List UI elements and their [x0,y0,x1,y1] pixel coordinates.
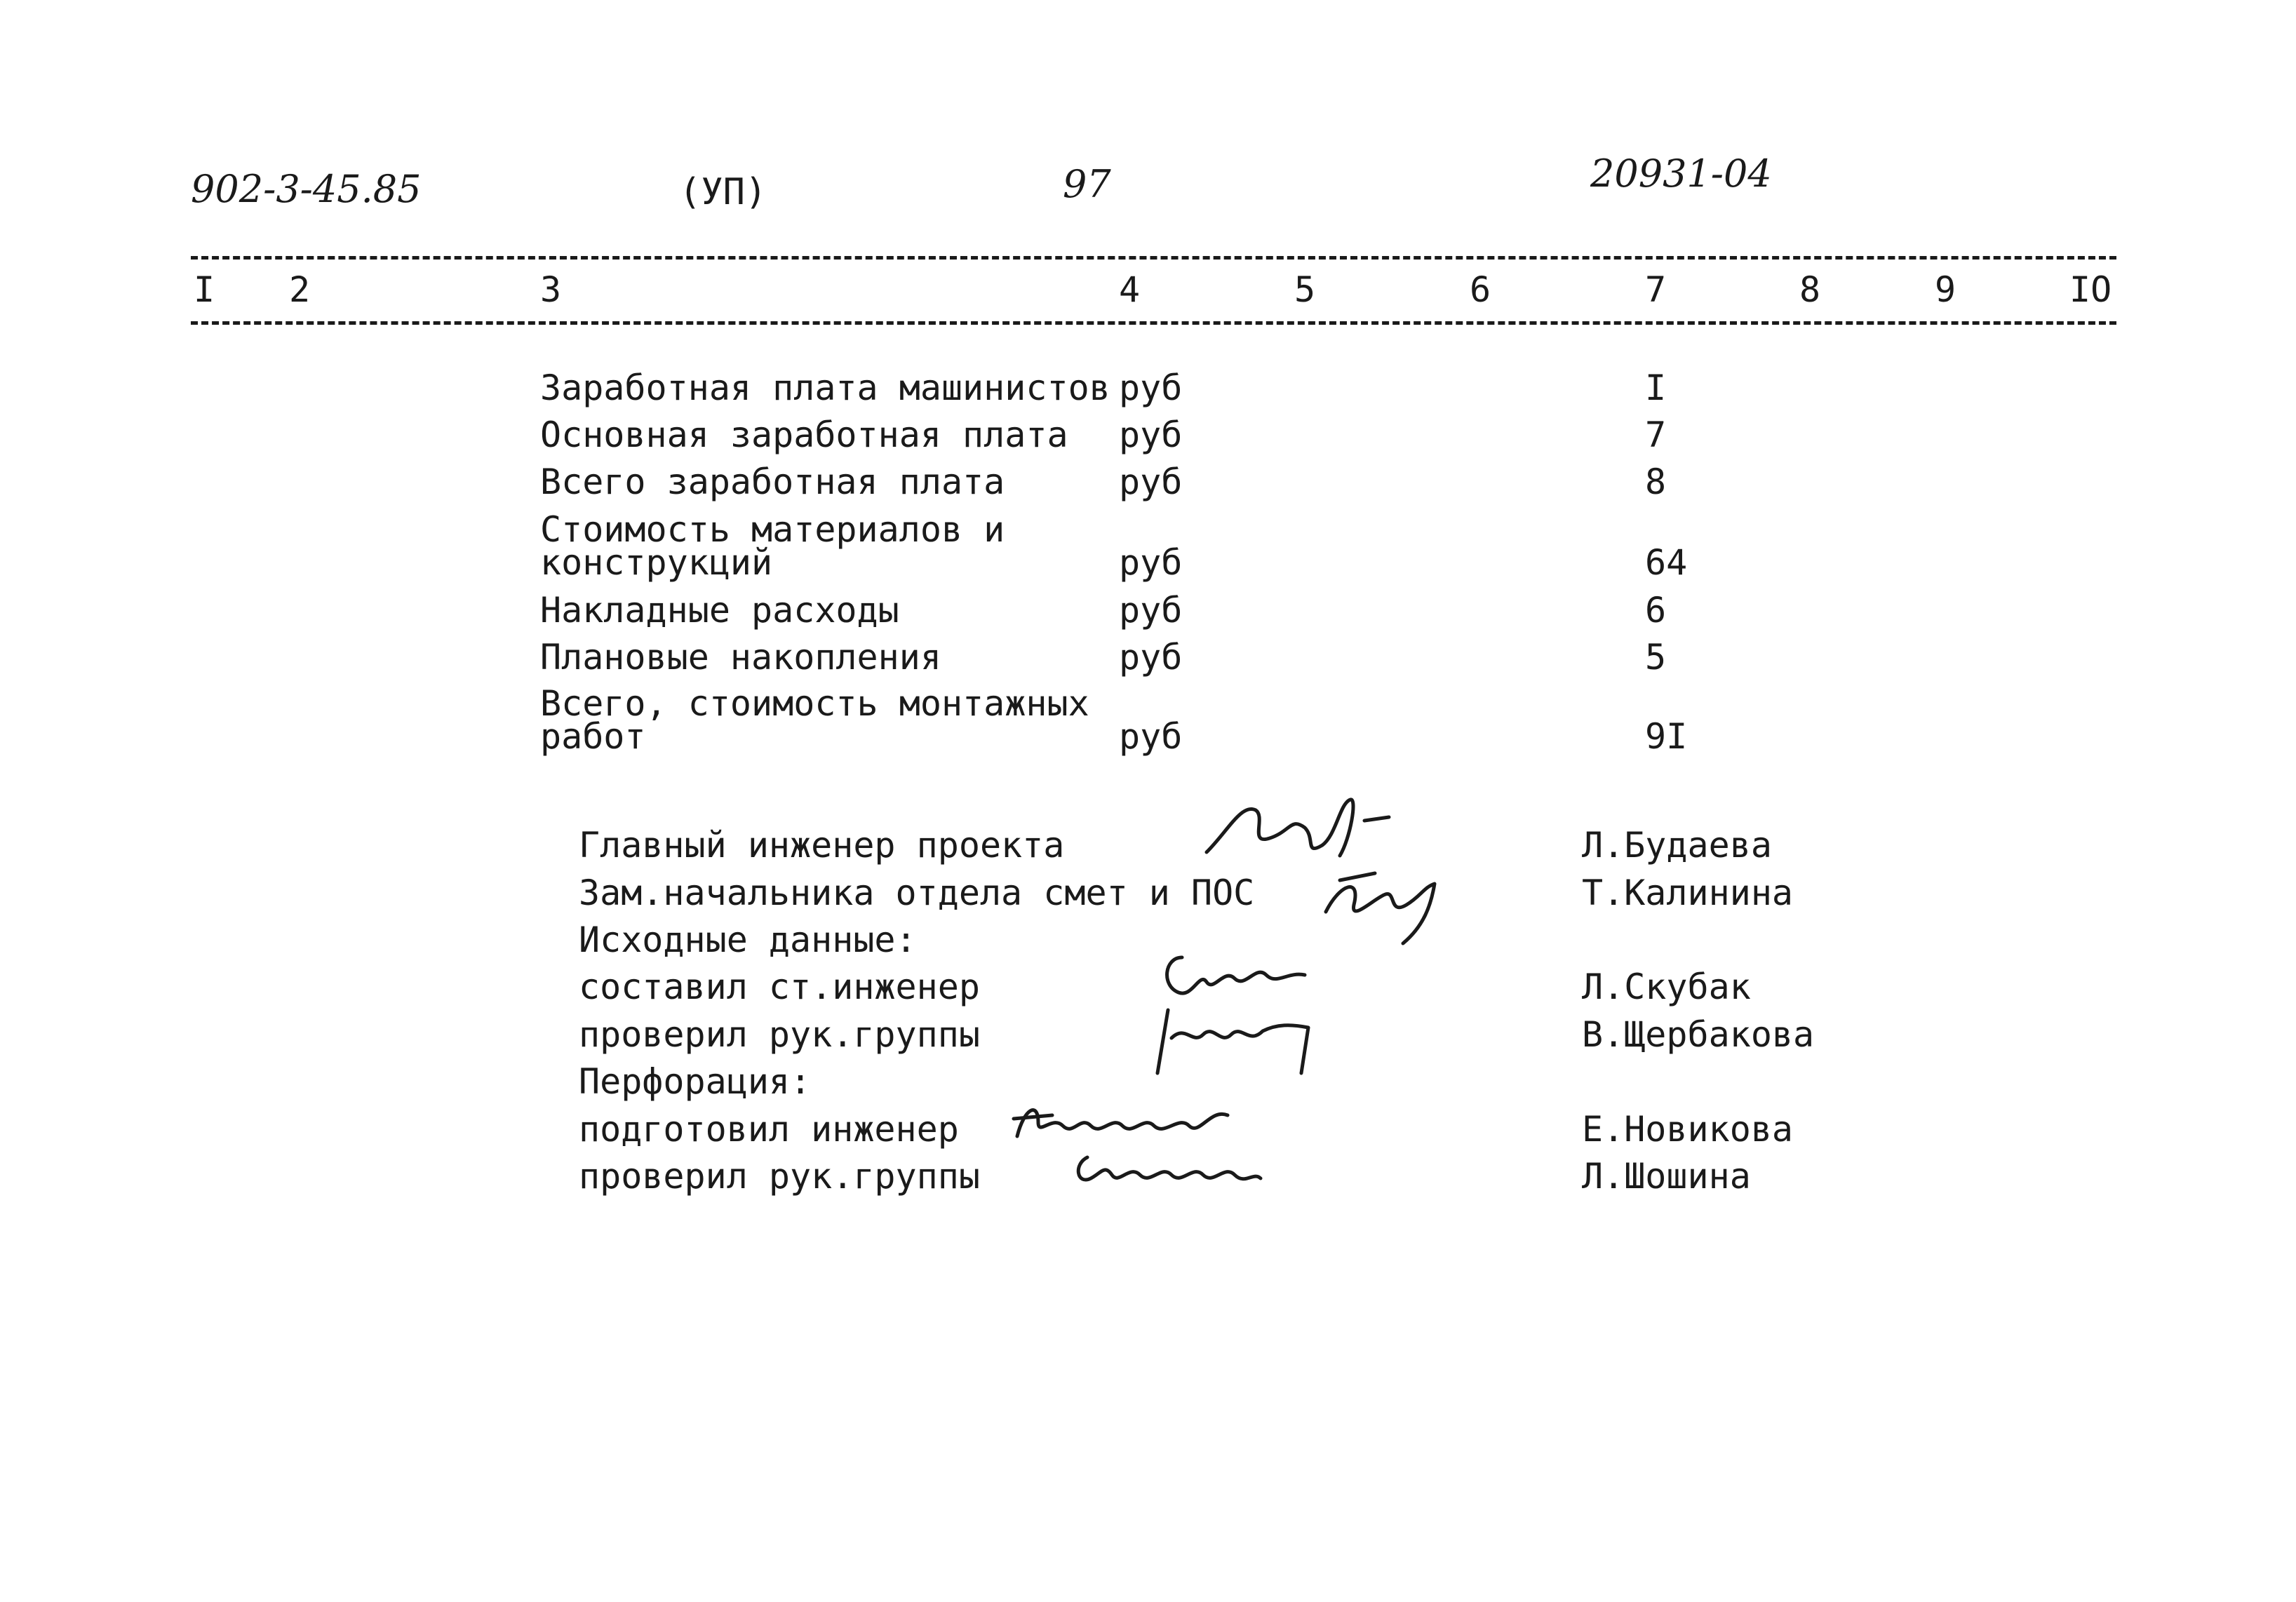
name-deputy-head: Т.Калинина [1582,873,1794,913]
row-unit: руб [1119,716,1183,757]
row-name-continued: конструкций [540,542,773,583]
sheet-code: 20931-04 [1590,152,1772,196]
column-number: 7 [1645,269,1667,310]
role-checked-by-2: проверил рук.группы [579,1156,980,1197]
row-value: 64 [1645,542,1688,583]
row-value: 6 [1645,590,1667,631]
column-number: 5 [1294,269,1316,310]
table-top-rule [191,256,2116,260]
page-number: 97 [1063,162,1111,206]
table-header-rule [191,321,2116,325]
column-number: 9 [1935,269,1956,310]
signature-prepared-by [1010,1094,1235,1150]
name-compiled-by: Л.Скубак [1582,967,1751,1007]
signature-deputy-head [1319,856,1445,947]
perforation-heading: Перфорация: [579,1061,812,1102]
section-label: (УП) [679,171,767,213]
role-compiled-by: составил ст.инженер [579,967,980,1007]
column-number: 8 [1799,269,1821,310]
row-name: Всего, стоимость монтажных [540,683,1089,724]
column-number: 2 [289,269,311,310]
column-number: 4 [1119,269,1141,310]
role-chief-engineer: Главный инженер проекта [579,825,1065,866]
name-chief-engineer: Л.Будаева [1582,825,1772,866]
role-deputy-head: Зам.начальника отдела смет и ПОС [579,873,1255,913]
row-unit: руб [1119,637,1183,678]
row-unit: руб [1119,368,1183,408]
column-number: I [194,269,215,310]
row-value: 9I [1645,716,1688,757]
column-number: IO [2069,269,2112,310]
row-value: I [1645,368,1667,408]
row-name: Основная заработная плата [540,415,1068,455]
row-name: Всего заработная плата [540,462,1005,502]
name-prepared-by: Е.Новикова [1582,1109,1794,1150]
signature-checked-by-2 [1070,1143,1266,1192]
row-name-continued: работ [540,716,646,757]
row-name: Стоимость материалов и [540,509,1005,550]
signature-chief-engineer [1200,789,1396,866]
role-prepared-by: подготовил инженер [579,1109,959,1150]
row-unit: руб [1119,542,1183,583]
name-checked-by-1: В.Щербакова [1582,1014,1815,1055]
column-number: 3 [540,269,562,310]
row-unit: руб [1119,590,1183,631]
column-number: 6 [1470,269,1491,310]
row-value: 7 [1645,415,1667,455]
row-name: Плановые накопления [540,637,941,678]
row-value: 8 [1645,462,1667,502]
row-name: Накладные расходы [540,590,899,631]
row-unit: руб [1119,415,1183,455]
document-code: 902-3-45.85 [191,167,422,211]
signature-checked-by-1 [1143,996,1319,1080]
role-checked-by-1: проверил рук.группы [579,1014,980,1055]
row-value: 5 [1645,637,1667,678]
initial-data-heading: Исходные данные: [579,920,917,960]
row-name: Заработная плата машинистов [540,368,1110,408]
row-unit: руб [1119,462,1183,502]
name-checked-by-2: Л.Шошина [1582,1156,1751,1197]
